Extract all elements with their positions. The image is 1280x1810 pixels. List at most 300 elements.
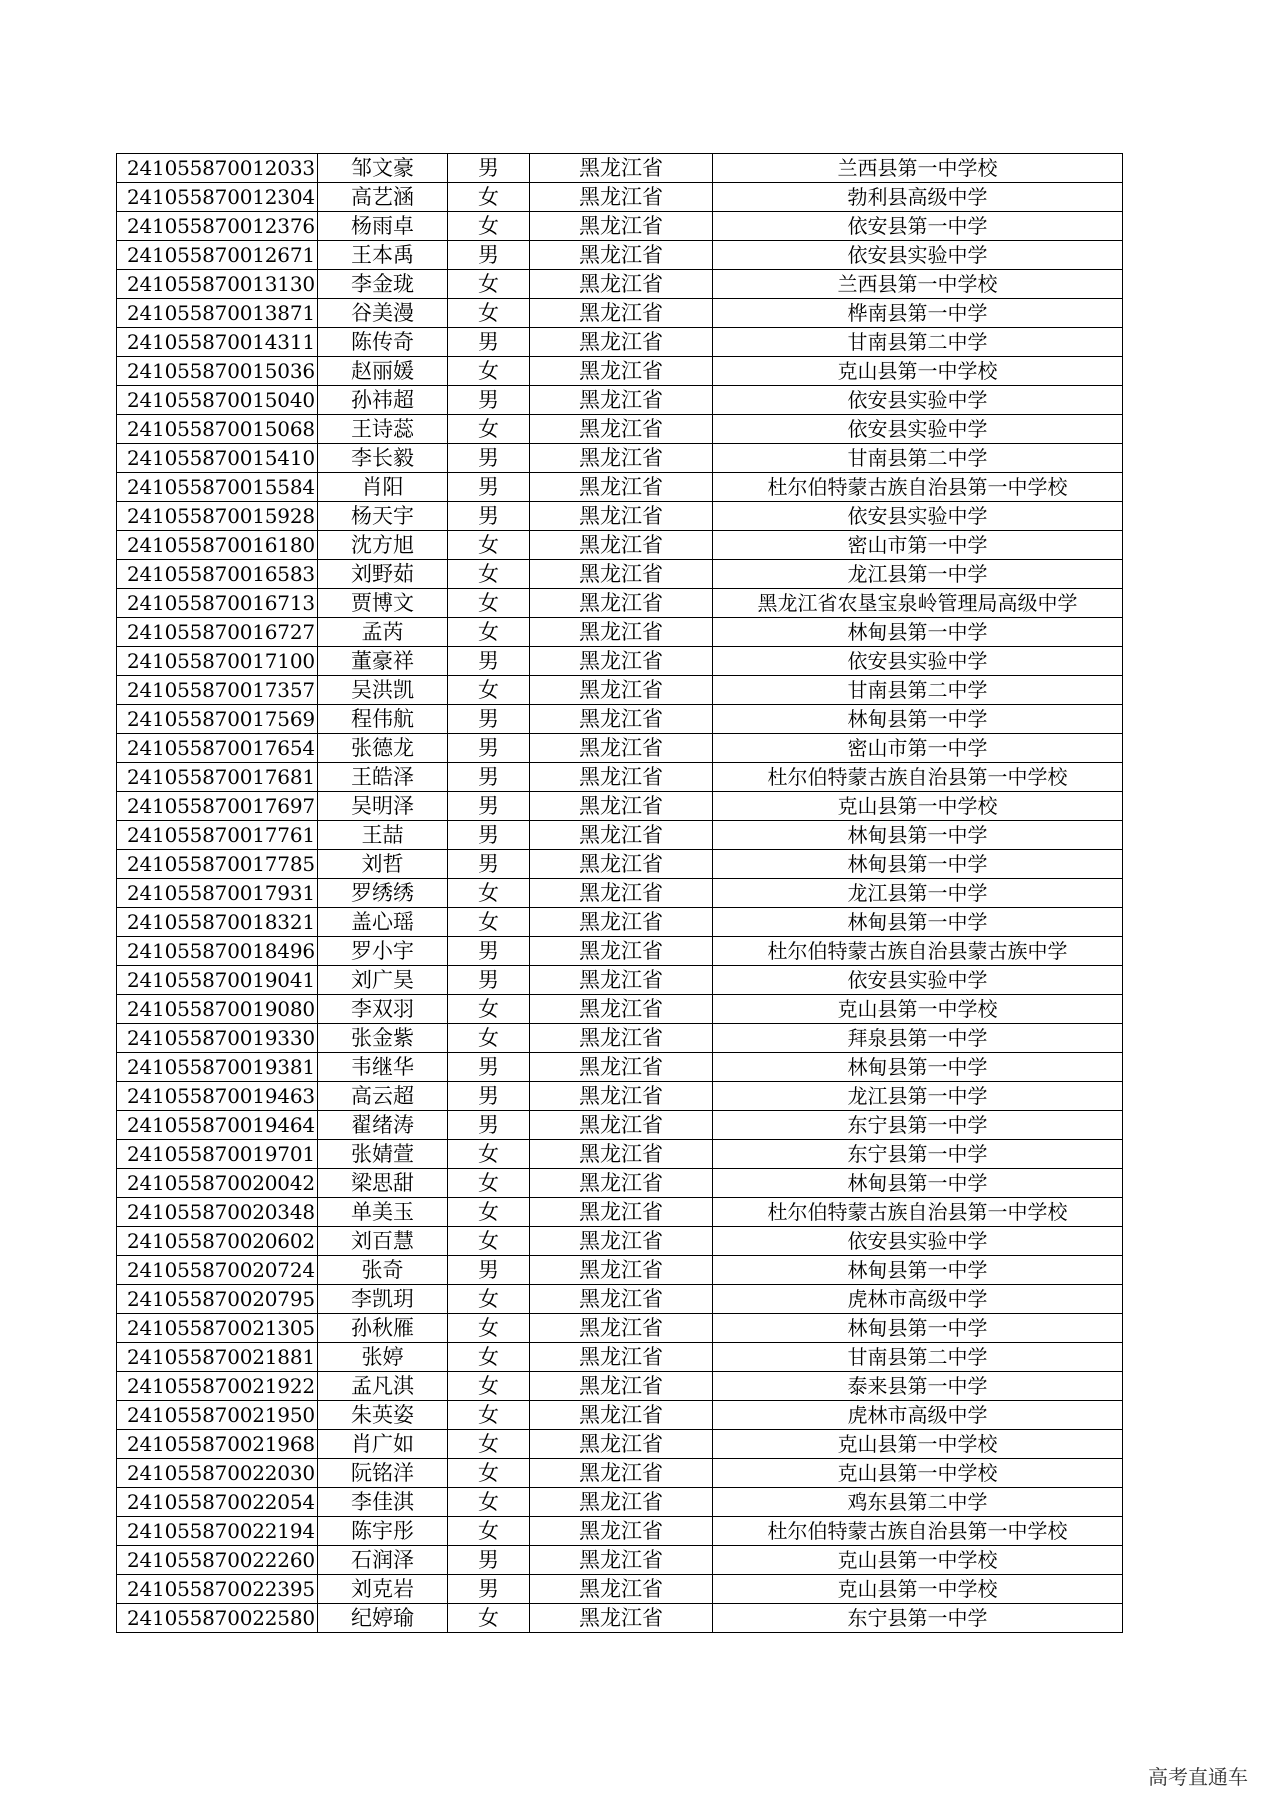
- province-cell: 黑龙江省: [530, 1517, 713, 1546]
- gender-cell: 女: [448, 1488, 530, 1517]
- gender-cell: 女: [448, 995, 530, 1024]
- school-cell: 依安县实验中学: [713, 415, 1123, 444]
- watermark: 高考直通车: [1148, 1765, 1248, 1789]
- school-cell: 黑龙江省农垦宝泉岭管理局高级中学: [713, 589, 1123, 618]
- exam-number-cell: 241055870012304: [117, 183, 318, 212]
- exam-number-cell: 241055870021305: [117, 1314, 318, 1343]
- school-cell: 东宁县第一中学: [713, 1604, 1123, 1633]
- province-cell: 黑龙江省: [530, 618, 713, 647]
- student-name-cell: 石润泽: [318, 1546, 448, 1575]
- student-name-cell: 刘哲: [318, 850, 448, 879]
- province-cell: 黑龙江省: [530, 676, 713, 705]
- table-row: [117, 850, 1123, 879]
- gender-cell: 男: [448, 705, 530, 734]
- province-cell: 黑龙江省: [530, 1459, 713, 1488]
- student-name-cell: 肖阳: [318, 473, 448, 502]
- student-name-cell: 李双羽: [318, 995, 448, 1024]
- province-cell: 黑龙江省: [530, 560, 713, 589]
- school-cell: 杜尔伯特蒙古族自治县第一中学校: [713, 1517, 1123, 1546]
- gender-cell: 男: [448, 734, 530, 763]
- table-row: [117, 386, 1123, 415]
- student-name-cell: 吴洪凯: [318, 676, 448, 705]
- exam-number-cell: 241055870020724: [117, 1256, 318, 1285]
- exam-number-cell: 241055870017697: [117, 792, 318, 821]
- province-cell: 黑龙江省: [530, 1169, 713, 1198]
- exam-number-cell: 241055870016727: [117, 618, 318, 647]
- exam-number-cell: 241055870015040: [117, 386, 318, 415]
- exam-number-cell: 241055870022194: [117, 1517, 318, 1546]
- province-cell: 黑龙江省: [530, 386, 713, 415]
- province-cell: 黑龙江省: [530, 270, 713, 299]
- school-cell: 克山县第一中学校: [713, 357, 1123, 386]
- student-name-cell: 罗绣绣: [318, 879, 448, 908]
- exam-number-cell: 241055870015928: [117, 502, 318, 531]
- gender-cell: 男: [448, 154, 530, 183]
- province-cell: 黑龙江省: [530, 1604, 713, 1633]
- gender-cell: 女: [448, 415, 530, 444]
- province-cell: 黑龙江省: [530, 473, 713, 502]
- school-cell: 杜尔伯特蒙古族自治县蒙古族中学: [713, 937, 1123, 966]
- province-cell: 黑龙江省: [530, 1285, 713, 1314]
- table-row: [117, 1227, 1123, 1256]
- table-row: [117, 1575, 1123, 1604]
- gender-cell: 男: [448, 1575, 530, 1604]
- province-cell: 黑龙江省: [530, 763, 713, 792]
- gender-cell: 男: [448, 966, 530, 995]
- table-row: [117, 1459, 1123, 1488]
- gender-cell: 男: [448, 937, 530, 966]
- table-row: [117, 241, 1123, 270]
- table-row: [117, 328, 1123, 357]
- student-name-cell: 刘野茹: [318, 560, 448, 589]
- province-cell: 黑龙江省: [530, 937, 713, 966]
- gender-cell: 男: [448, 1546, 530, 1575]
- gender-cell: 女: [448, 1140, 530, 1169]
- province-cell: 黑龙江省: [530, 734, 713, 763]
- student-name-cell: 高云超: [318, 1082, 448, 1111]
- table-row: [117, 299, 1123, 328]
- school-cell: 甘南县第二中学: [713, 444, 1123, 473]
- student-name-cell: 邹文豪: [318, 154, 448, 183]
- school-cell: 林甸县第一中学: [713, 850, 1123, 879]
- gender-cell: 女: [448, 908, 530, 937]
- province-cell: 黑龙江省: [530, 183, 713, 212]
- province-cell: 黑龙江省: [530, 1256, 713, 1285]
- roster-body: [117, 154, 1123, 1633]
- table-row: [117, 618, 1123, 647]
- school-cell: 林甸县第一中学: [713, 1256, 1123, 1285]
- province-cell: 黑龙江省: [530, 966, 713, 995]
- province-cell: 黑龙江省: [530, 1314, 713, 1343]
- province-cell: 黑龙江省: [530, 415, 713, 444]
- table-row: [117, 1169, 1123, 1198]
- student-name-cell: 张奇: [318, 1256, 448, 1285]
- gender-cell: 男: [448, 792, 530, 821]
- exam-number-cell: 241055870015036: [117, 357, 318, 386]
- school-cell: 泰来县第一中学: [713, 1372, 1123, 1401]
- exam-number-cell: 241055870022030: [117, 1459, 318, 1488]
- student-name-cell: 罗小宇: [318, 937, 448, 966]
- table-row: [117, 734, 1123, 763]
- gender-cell: 男: [448, 502, 530, 531]
- student-name-cell: 张德龙: [318, 734, 448, 763]
- exam-number-cell: 241055870012671: [117, 241, 318, 270]
- school-cell: 依安县第一中学: [713, 212, 1123, 241]
- table-row: [117, 908, 1123, 937]
- exam-number-cell: 241055870015410: [117, 444, 318, 473]
- student-name-cell: 李金珑: [318, 270, 448, 299]
- exam-number-cell: 241055870015068: [117, 415, 318, 444]
- table-row: [117, 879, 1123, 908]
- school-cell: 兰西县第一中学校: [713, 154, 1123, 183]
- table-row: [117, 473, 1123, 502]
- school-cell: 克山县第一中学校: [713, 1546, 1123, 1575]
- school-cell: 密山市第一中学: [713, 734, 1123, 763]
- school-cell: 甘南县第二中学: [713, 676, 1123, 705]
- school-cell: 杜尔伯特蒙古族自治县第一中学校: [713, 763, 1123, 792]
- gender-cell: 女: [448, 1372, 530, 1401]
- exam-number-cell: 241055870019464: [117, 1111, 318, 1140]
- table-row: [117, 763, 1123, 792]
- exam-number-cell: 241055870017761: [117, 821, 318, 850]
- school-cell: 林甸县第一中学: [713, 705, 1123, 734]
- school-cell: 林甸县第一中学: [713, 1053, 1123, 1082]
- school-cell: 杜尔伯特蒙古族自治县第一中学校: [713, 473, 1123, 502]
- exam-number-cell: 241055870019330: [117, 1024, 318, 1053]
- exam-number-cell: 241055870020795: [117, 1285, 318, 1314]
- gender-cell: 女: [448, 618, 530, 647]
- province-cell: 黑龙江省: [530, 1227, 713, 1256]
- province-cell: 黑龙江省: [530, 1198, 713, 1227]
- table-row: [117, 1314, 1123, 1343]
- student-name-cell: 梁思甜: [318, 1169, 448, 1198]
- gender-cell: 女: [448, 1401, 530, 1430]
- table-row: [117, 966, 1123, 995]
- student-name-cell: 单美玉: [318, 1198, 448, 1227]
- province-cell: 黑龙江省: [530, 1082, 713, 1111]
- province-cell: 黑龙江省: [530, 1111, 713, 1140]
- province-cell: 黑龙江省: [530, 1343, 713, 1372]
- gender-cell: 男: [448, 821, 530, 850]
- exam-number-cell: 241055870020042: [117, 1169, 318, 1198]
- student-name-cell: 孟芮: [318, 618, 448, 647]
- gender-cell: 女: [448, 1517, 530, 1546]
- student-name-cell: 陈宇彤: [318, 1517, 448, 1546]
- student-name-cell: 肖广如: [318, 1430, 448, 1459]
- student-roster-table: [116, 153, 1123, 1633]
- exam-number-cell: 241055870017931: [117, 879, 318, 908]
- school-cell: 东宁县第一中学: [713, 1140, 1123, 1169]
- gender-cell: 女: [448, 357, 530, 386]
- exam-number-cell: 241055870022395: [117, 1575, 318, 1604]
- exam-number-cell: 241055870017785: [117, 850, 318, 879]
- table-row: [117, 1517, 1123, 1546]
- province-cell: 黑龙江省: [530, 502, 713, 531]
- province-cell: 黑龙江省: [530, 1488, 713, 1517]
- school-cell: 虎林市高级中学: [713, 1285, 1123, 1314]
- exam-number-cell: 241055870019701: [117, 1140, 318, 1169]
- gender-cell: 女: [448, 299, 530, 328]
- student-name-cell: 赵丽媛: [318, 357, 448, 386]
- student-name-cell: 阮铭洋: [318, 1459, 448, 1488]
- table-row: [117, 183, 1123, 212]
- student-name-cell: 韦继华: [318, 1053, 448, 1082]
- student-name-cell: 王本禹: [318, 241, 448, 270]
- student-name-cell: 朱英姿: [318, 1401, 448, 1430]
- school-cell: 依安县实验中学: [713, 502, 1123, 531]
- exam-number-cell: 241055870021922: [117, 1372, 318, 1401]
- table-row: [117, 1604, 1123, 1633]
- gender-cell: 男: [448, 647, 530, 676]
- table-row: [117, 705, 1123, 734]
- province-cell: 黑龙江省: [530, 850, 713, 879]
- province-cell: 黑龙江省: [530, 1401, 713, 1430]
- province-cell: 黑龙江省: [530, 647, 713, 676]
- student-name-cell: 孙秋雁: [318, 1314, 448, 1343]
- exam-number-cell: 241055870012033: [117, 154, 318, 183]
- school-cell: 克山县第一中学校: [713, 1575, 1123, 1604]
- school-cell: 林甸县第一中学: [713, 618, 1123, 647]
- gender-cell: 男: [448, 1111, 530, 1140]
- exam-number-cell: 241055870015584: [117, 473, 318, 502]
- school-cell: 克山县第一中学校: [713, 995, 1123, 1024]
- gender-cell: 男: [448, 763, 530, 792]
- school-cell: 林甸县第一中学: [713, 908, 1123, 937]
- gender-cell: 女: [448, 212, 530, 241]
- school-cell: 甘南县第二中学: [713, 1343, 1123, 1372]
- school-cell: 密山市第一中学: [713, 531, 1123, 560]
- school-cell: 甘南县第二中学: [713, 328, 1123, 357]
- exam-number-cell: 241055870017100: [117, 647, 318, 676]
- province-cell: 黑龙江省: [530, 444, 713, 473]
- school-cell: 龙江县第一中学: [713, 1082, 1123, 1111]
- school-cell: 桦南县第一中学: [713, 299, 1123, 328]
- gender-cell: 女: [448, 1169, 530, 1198]
- gender-cell: 男: [448, 1082, 530, 1111]
- table-row: [117, 444, 1123, 473]
- exam-number-cell: 241055870019463: [117, 1082, 318, 1111]
- gender-cell: 女: [448, 1604, 530, 1633]
- table-row: [117, 1401, 1123, 1430]
- table-row: [117, 1140, 1123, 1169]
- table-row: [117, 676, 1123, 705]
- table-row: [117, 1198, 1123, 1227]
- province-cell: 黑龙江省: [530, 908, 713, 937]
- gender-cell: 男: [448, 386, 530, 415]
- student-name-cell: 纪婷瑜: [318, 1604, 448, 1633]
- school-cell: 兰西县第一中学校: [713, 270, 1123, 299]
- province-cell: 黑龙江省: [530, 357, 713, 386]
- table-row: [117, 1546, 1123, 1575]
- exam-number-cell: 241055870017569: [117, 705, 318, 734]
- exam-number-cell: 241055870021968: [117, 1430, 318, 1459]
- exam-number-cell: 241055870016180: [117, 531, 318, 560]
- student-name-cell: 高艺涵: [318, 183, 448, 212]
- exam-number-cell: 241055870020602: [117, 1227, 318, 1256]
- gender-cell: 男: [448, 850, 530, 879]
- student-name-cell: 吴明泽: [318, 792, 448, 821]
- school-cell: 依安县实验中学: [713, 647, 1123, 676]
- school-cell: 克山县第一中学校: [713, 792, 1123, 821]
- student-name-cell: 杨雨卓: [318, 212, 448, 241]
- exam-number-cell: 241055870019080: [117, 995, 318, 1024]
- province-cell: 黑龙江省: [530, 1575, 713, 1604]
- gender-cell: 女: [448, 560, 530, 589]
- school-cell: 林甸县第一中学: [713, 821, 1123, 850]
- school-cell: 依安县实验中学: [713, 1227, 1123, 1256]
- student-name-cell: 李凯玥: [318, 1285, 448, 1314]
- province-cell: 黑龙江省: [530, 1140, 713, 1169]
- table-row: [117, 821, 1123, 850]
- gender-cell: 女: [448, 1314, 530, 1343]
- student-name-cell: 沈方旭: [318, 531, 448, 560]
- gender-cell: 女: [448, 676, 530, 705]
- student-name-cell: 李佳淇: [318, 1488, 448, 1517]
- gender-cell: 女: [448, 879, 530, 908]
- table-row: [117, 212, 1123, 241]
- gender-cell: 女: [448, 183, 530, 212]
- gender-cell: 女: [448, 1285, 530, 1314]
- province-cell: 黑龙江省: [530, 705, 713, 734]
- province-cell: 黑龙江省: [530, 1372, 713, 1401]
- gender-cell: 女: [448, 1198, 530, 1227]
- school-cell: 虎林市高级中学: [713, 1401, 1123, 1430]
- student-name-cell: 程伟航: [318, 705, 448, 734]
- gender-cell: 男: [448, 241, 530, 270]
- province-cell: 黑龙江省: [530, 154, 713, 183]
- student-name-cell: 陈传奇: [318, 328, 448, 357]
- school-cell: 克山县第一中学校: [713, 1430, 1123, 1459]
- province-cell: 黑龙江省: [530, 792, 713, 821]
- student-name-cell: 谷美漫: [318, 299, 448, 328]
- province-cell: 黑龙江省: [530, 328, 713, 357]
- gender-cell: 女: [448, 1227, 530, 1256]
- gender-cell: 女: [448, 1024, 530, 1053]
- student-name-cell: 董豪祥: [318, 647, 448, 676]
- table-row: [117, 1053, 1123, 1082]
- school-cell: 杜尔伯特蒙古族自治县第一中学校: [713, 1198, 1123, 1227]
- table-row: [117, 647, 1123, 676]
- table-row: [117, 1430, 1123, 1459]
- school-cell: 勃利县高级中学: [713, 183, 1123, 212]
- exam-number-cell: 241055870018321: [117, 908, 318, 937]
- student-name-cell: 刘克岩: [318, 1575, 448, 1604]
- exam-number-cell: 241055870020348: [117, 1198, 318, 1227]
- student-name-cell: 王喆: [318, 821, 448, 850]
- school-cell: 龙江县第一中学: [713, 560, 1123, 589]
- student-name-cell: 刘百慧: [318, 1227, 448, 1256]
- exam-number-cell: 241055870022054: [117, 1488, 318, 1517]
- province-cell: 黑龙江省: [530, 241, 713, 270]
- student-name-cell: 李长毅: [318, 444, 448, 473]
- table-row: [117, 154, 1123, 183]
- table-row: [117, 1111, 1123, 1140]
- school-cell: 依安县实验中学: [713, 241, 1123, 270]
- table-row: [117, 1285, 1123, 1314]
- exam-number-cell: 241055870017654: [117, 734, 318, 763]
- gender-cell: 男: [448, 1256, 530, 1285]
- table-row: [117, 560, 1123, 589]
- province-cell: 黑龙江省: [530, 821, 713, 850]
- school-cell: 拜泉县第一中学: [713, 1024, 1123, 1053]
- table-row: [117, 415, 1123, 444]
- exam-number-cell: 241055870013871: [117, 299, 318, 328]
- student-name-cell: 孟凡淇: [318, 1372, 448, 1401]
- school-cell: 林甸县第一中学: [713, 1314, 1123, 1343]
- gender-cell: 女: [448, 1459, 530, 1488]
- exam-number-cell: 241055870019041: [117, 966, 318, 995]
- table-row: [117, 1372, 1123, 1401]
- exam-number-cell: 241055870012376: [117, 212, 318, 241]
- exam-number-cell: 241055870021881: [117, 1343, 318, 1372]
- exam-number-cell: 241055870013130: [117, 270, 318, 299]
- table-row: [117, 1082, 1123, 1111]
- exam-number-cell: 241055870016583: [117, 560, 318, 589]
- gender-cell: 女: [448, 589, 530, 618]
- province-cell: 黑龙江省: [530, 1053, 713, 1082]
- exam-number-cell: 241055870017681: [117, 763, 318, 792]
- student-name-cell: 翟绪涛: [318, 1111, 448, 1140]
- table-row: [117, 1488, 1123, 1517]
- table-row: [117, 270, 1123, 299]
- school-cell: 鸡东县第二中学: [713, 1488, 1123, 1517]
- gender-cell: 男: [448, 1053, 530, 1082]
- exam-number-cell: 241055870022580: [117, 1604, 318, 1633]
- exam-number-cell: 241055870017357: [117, 676, 318, 705]
- gender-cell: 女: [448, 1343, 530, 1372]
- province-cell: 黑龙江省: [530, 1024, 713, 1053]
- table-row: [117, 792, 1123, 821]
- student-name-cell: 张金紫: [318, 1024, 448, 1053]
- exam-number-cell: 241055870019381: [117, 1053, 318, 1082]
- gender-cell: 女: [448, 531, 530, 560]
- school-cell: 东宁县第一中学: [713, 1111, 1123, 1140]
- school-cell: 林甸县第一中学: [713, 1169, 1123, 1198]
- province-cell: 黑龙江省: [530, 995, 713, 1024]
- province-cell: 黑龙江省: [530, 879, 713, 908]
- table-row: [117, 531, 1123, 560]
- student-name-cell: 盖心瑶: [318, 908, 448, 937]
- province-cell: 黑龙江省: [530, 299, 713, 328]
- student-name-cell: 王皓泽: [318, 763, 448, 792]
- gender-cell: 男: [448, 473, 530, 502]
- exam-number-cell: 241055870018496: [117, 937, 318, 966]
- table-row: [117, 357, 1123, 386]
- school-cell: 依安县实验中学: [713, 386, 1123, 415]
- gender-cell: 男: [448, 444, 530, 473]
- student-name-cell: 贾博文: [318, 589, 448, 618]
- gender-cell: 女: [448, 270, 530, 299]
- province-cell: 黑龙江省: [530, 589, 713, 618]
- student-name-cell: 张婷: [318, 1343, 448, 1372]
- table-row: [117, 1343, 1123, 1372]
- student-name-cell: 张婧萱: [318, 1140, 448, 1169]
- gender-cell: 女: [448, 1430, 530, 1459]
- student-name-cell: 刘广昊: [318, 966, 448, 995]
- school-cell: 克山县第一中学校: [713, 1459, 1123, 1488]
- province-cell: 黑龙江省: [530, 1430, 713, 1459]
- exam-number-cell: 241055870022260: [117, 1546, 318, 1575]
- province-cell: 黑龙江省: [530, 212, 713, 241]
- school-cell: 龙江县第一中学: [713, 879, 1123, 908]
- table-row: [117, 937, 1123, 966]
- province-cell: 黑龙江省: [530, 531, 713, 560]
- table-row: [117, 502, 1123, 531]
- exam-number-cell: 241055870014311: [117, 328, 318, 357]
- table-row: [117, 1024, 1123, 1053]
- table-row: [117, 995, 1123, 1024]
- gender-cell: 男: [448, 328, 530, 357]
